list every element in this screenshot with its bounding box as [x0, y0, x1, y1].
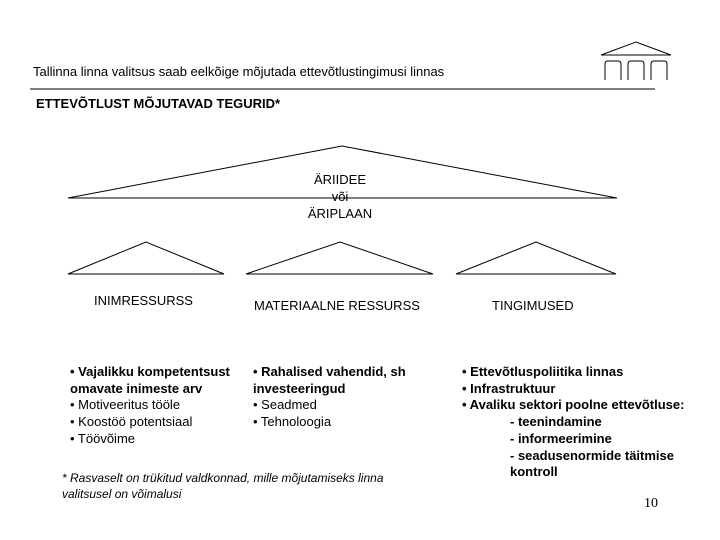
list-item: • Rahalised vahendid, sh	[253, 364, 406, 379]
list-subitem: kontroll	[510, 464, 558, 480]
business-idea-line: ÄRIIDEE	[313, 172, 366, 187]
list-item: • Infrastruktuur	[462, 380, 556, 396]
list-subitem: - seadusenormide täitmise	[510, 447, 674, 463]
business-idea-line: ÄRIPLAAN	[307, 206, 373, 221]
business-idea-line: või	[331, 189, 349, 204]
list-item: • Koostöö potentsiaal	[70, 414, 193, 430]
roof-inimressurss	[68, 242, 224, 274]
list-item: • Vajalikku kompetentsust	[70, 364, 230, 379]
list-item: omavate inimeste arv	[70, 380, 203, 396]
business-idea-label	[290, 171, 390, 222]
human-resources-list	[70, 364, 230, 448]
footnote: * Rasvaselt on trükitud valdkonnad, mille mõjutamiseks linna valitsusel on võimalusi	[62, 471, 384, 501]
list-item: investeeringud	[253, 380, 346, 396]
list-subitem: - teenindamine	[510, 414, 602, 430]
column-title-conditions: TINGIMUSED	[492, 298, 574, 313]
list-item: • Töövõime	[70, 430, 136, 446]
house-row-icon	[601, 42, 671, 80]
column-title-human-resources: INIMRESSURSS	[94, 293, 193, 308]
page-heading: ETTEVÕTLUST MÕJUTAVAD TEGURID*	[36, 96, 281, 111]
list-item: • Ettevõtluspoliitika linnas	[462, 364, 624, 379]
conditions-list	[462, 364, 684, 481]
roof-materiaalne	[246, 242, 433, 274]
column-title-material-resources: MATERIAALNE RESSURSS	[254, 298, 420, 313]
list-item: • Tehnoloogia	[253, 414, 332, 430]
list-item: • Avaliku sektori poolne ettevõtluse:	[462, 397, 685, 413]
list-item: • Seadmed	[253, 397, 317, 413]
material-resources-list	[253, 364, 406, 431]
page-number: 10	[644, 496, 658, 511]
list-item: • Motiveeritus tööle	[70, 397, 181, 413]
list-subitem: - informeerimine	[510, 430, 612, 446]
page-subtitle: Tallinna linna valitsus saab eelkõige mõjutada ettevõtlustingimusi linnas	[33, 64, 445, 79]
roof-tingimused	[456, 242, 616, 274]
